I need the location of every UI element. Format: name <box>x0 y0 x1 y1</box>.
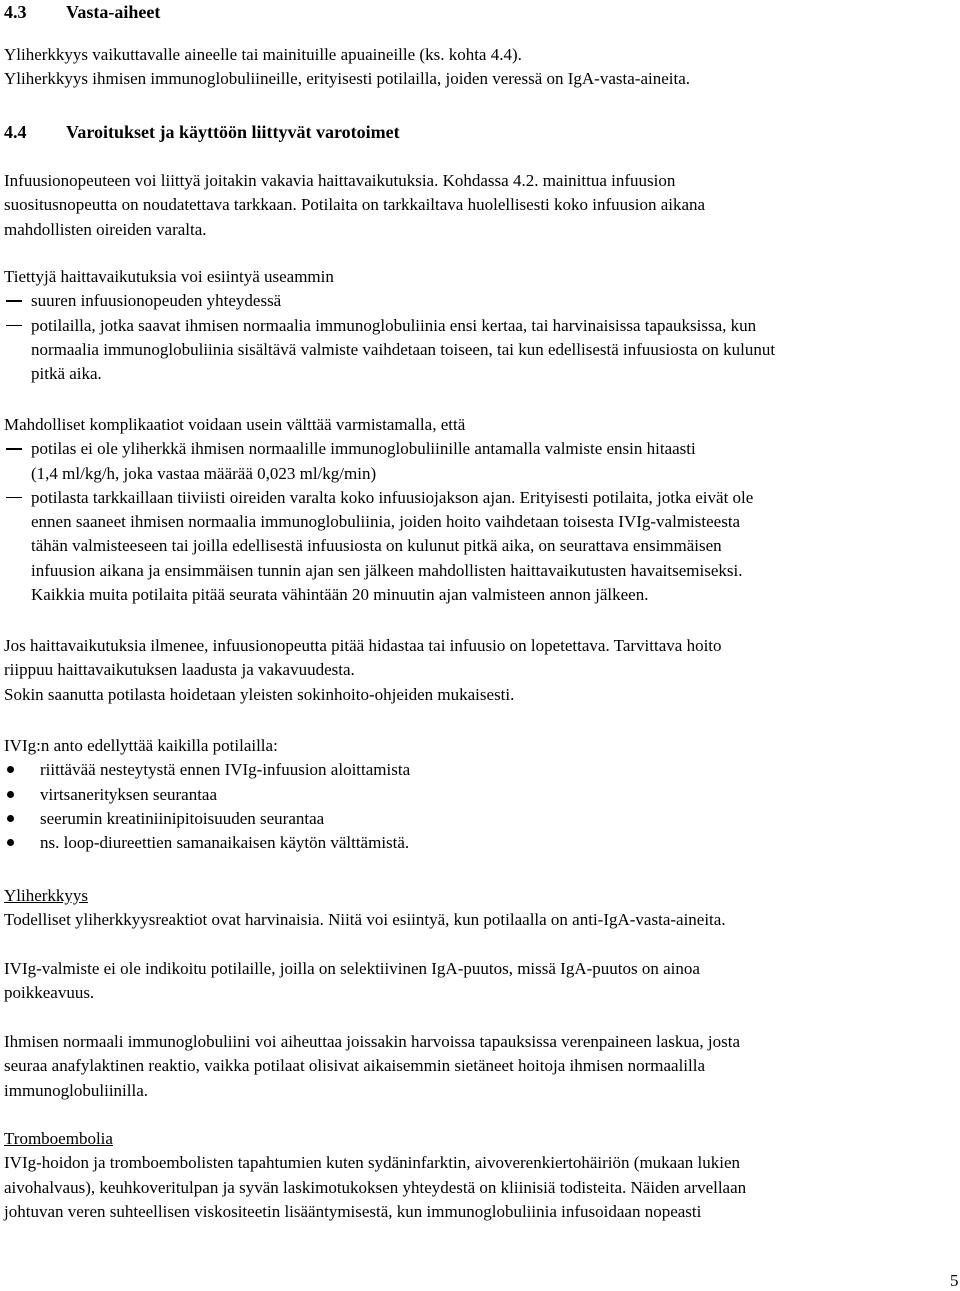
section-number: 4.4 <box>4 122 27 142</box>
text-line: ennen saaneet ihmisen normaalia immunoglobuliinia, joiden hoito vaihdetaan toisesta IVIg-valmisteesta <box>31 512 741 532</box>
bullet-list-item <box>4 831 932 855</box>
section-title: Varoitukset ja käyttöön liittyvät varotoimet <box>66 122 400 142</box>
text-line: Yliherkkyys vaikuttavalle aineelle tai mainituille apuaineille (ks. kohta 4.4). <box>4 45 522 64</box>
text-line: suositusnopeutta on noudatettava tarkkaan. Potilaita on tarkkailtava huolellisesti koko infuusion aikana <box>4 195 706 215</box>
text-line: Infuusionopeuteen voi liittyä joitakin vakavia haittavaikutuksia. Kohdassa 4.2. mainittua infuusion <box>4 171 676 190</box>
hypotension-paragraph <box>4 1030 932 1103</box>
text-line: IVIg-valmiste ei ole indikoitu potilaille, joilla on selektiivinen IgA-puutos, missä IgA-puutos on ainoa <box>4 959 700 978</box>
text-line: (1,4 ml/kg/h, joka vastaa määrää 0,023 ml/kg/min) <box>31 463 377 483</box>
text-line: Ihmisen normaali immunoglobuliini voi aiheuttaa joissakin harvoissa tapauksissa verenpaineen laskua, josta <box>4 1032 741 1051</box>
text-line: IVIg-hoidon ja tromboembolisten tapahtumien kuten sydäninfarktin, aivoverenkiertohäiriön (mukaan lukien <box>4 1153 740 1173</box>
section-title: Vasta-aiheet <box>66 2 161 22</box>
contraindications-paragraph <box>4 43 932 92</box>
lead-text: IVIg:n anto edellyttää kaikilla potilailla: <box>4 736 278 755</box>
section-heading-4-4 <box>4 122 400 143</box>
text-line: seuraa anafylaktinen reaktio, vaikka potilaat olisivat aikaisemmin sietäneet hoitoja ihmisen normaalilla <box>4 1056 706 1076</box>
thromboembolism-block <box>4 1127 932 1224</box>
subheading-thromboembolism: Tromboembolia <box>4 1129 113 1148</box>
infusion-intro-paragraph <box>4 169 932 242</box>
text-line: aivohalvaus), keuhkoveritulpan ja syvän laskimotukoksen yhteydestä on kliinisiä todisteita. Näiden arvellaan <box>4 1177 747 1197</box>
text-line: potilailla, jotka saavat ihmisen normaalia immunoglobuliinia ensi kertaa, tai harvinaisissa tapauksissa, kun <box>31 315 757 335</box>
iga-deficiency-paragraph <box>4 957 932 1006</box>
text-line: poikkeavuus. <box>4 983 95 1003</box>
lead-text: Tiettyjä haittavaikutuksia voi esiintyä useammin <box>4 267 334 286</box>
dash-list-item <box>4 486 932 607</box>
text-line: normaalia immunoglobuliinia sisältävä valmiste vaihdetaan toiseen, tai kun edellisestä infuusiosta on kulunut <box>31 339 776 359</box>
bullet-list-item <box>4 783 932 807</box>
hypersensitivity-block <box>4 884 932 933</box>
page-number: 5 <box>950 1271 959 1290</box>
side-effects-block <box>4 265 932 386</box>
text-line: Yliherkkyys ihmisen immunoglobuliineille, erityisesti potilailla, joiden veressä on IgA-vasta-aineita. <box>4 69 690 89</box>
bullet-list-item <box>4 807 932 831</box>
text-line: Kaikkia muita potilaita pitää seurata vähintään 20 minuutin ajan valmisteen annon jälkeen. <box>31 585 649 605</box>
text-line: ns. loop-diureettien samanaikaisen käytön välttämistä. <box>40 833 410 853</box>
text-line: suuren infuusionopeuden yhteydessä <box>31 291 282 311</box>
text-line: Todelliset yliherkkyysreaktiot ovat harvinaisia. Niitä voi esiintyä, kun potilaalla on anti-IgA-vasta-aineita. <box>4 910 726 930</box>
complications-block <box>4 413 932 607</box>
text-line: potilasta tarkkaillaan tiiviisti oireiden varalta koko infuusiojakson ajan. Erityisesti potilaita, jotka eivät ole <box>31 487 754 507</box>
text-line: virtsanerityksen seurantaa <box>40 784 218 804</box>
ivig-requirements-block <box>4 734 932 855</box>
text-line: johtuvan veren suhteellisen viskositeetin lisääntymisestä, kun immunoglobuliinia infusoidaan nopeasti <box>4 1201 702 1221</box>
section-number: 4.3 <box>4 2 27 22</box>
text-line: mahdollisten oireiden varalta. <box>4 219 207 239</box>
text-line: riippuu haittavaikutuksen laadusta ja vakavuudesta. <box>4 660 355 680</box>
dash-list-item <box>4 314 932 387</box>
text-line: potilas ei ole yliherkkä ihmisen normaalille immunoglobuliinille antamalla valmiste ensin hitaasti <box>31 439 696 459</box>
text-line: riittävää nesteytystä ennen IVIg-infuusion aloittamista <box>40 760 411 780</box>
section-heading-4-3 <box>4 2 160 23</box>
text-line: infuusion aikana ja ensimmäisen tunnin ajan sen jälkeen mahdollisten haittavaikutusten havaitsemiseksi. <box>31 560 743 580</box>
text-line: pitkä aika. <box>31 364 102 384</box>
dash-list-item <box>4 437 932 486</box>
text-line: immunoglobuliinilla. <box>4 1080 149 1100</box>
text-line: tähän valmisteeseen tai joilla edellisestä infuusiosta on kulunut pitkä aika, on seurattava ensimmäisen <box>31 536 722 556</box>
if-side-effects-paragraph <box>4 634 932 707</box>
text-line: Jos haittavaikutuksia ilmenee, infuusionopeutta pitää hidastaa tai infuusio on lopetettava. Tarvittava hoito <box>4 636 722 655</box>
lead-text: Mahdolliset komplikaatiot voidaan usein välttää varmistamalla, että <box>4 415 466 434</box>
dash-list-item <box>4 289 932 313</box>
text-line: seerumin kreatiniinipitoisuuden seurantaa <box>40 808 325 828</box>
subheading-hypersensitivity: Yliherkkyys <box>4 886 89 905</box>
text-line: Sokin saanutta potilasta hoidetaan yleisten sokinhoito-ohjeiden mukaisesti. <box>4 684 515 704</box>
bullet-list-item <box>4 758 932 782</box>
